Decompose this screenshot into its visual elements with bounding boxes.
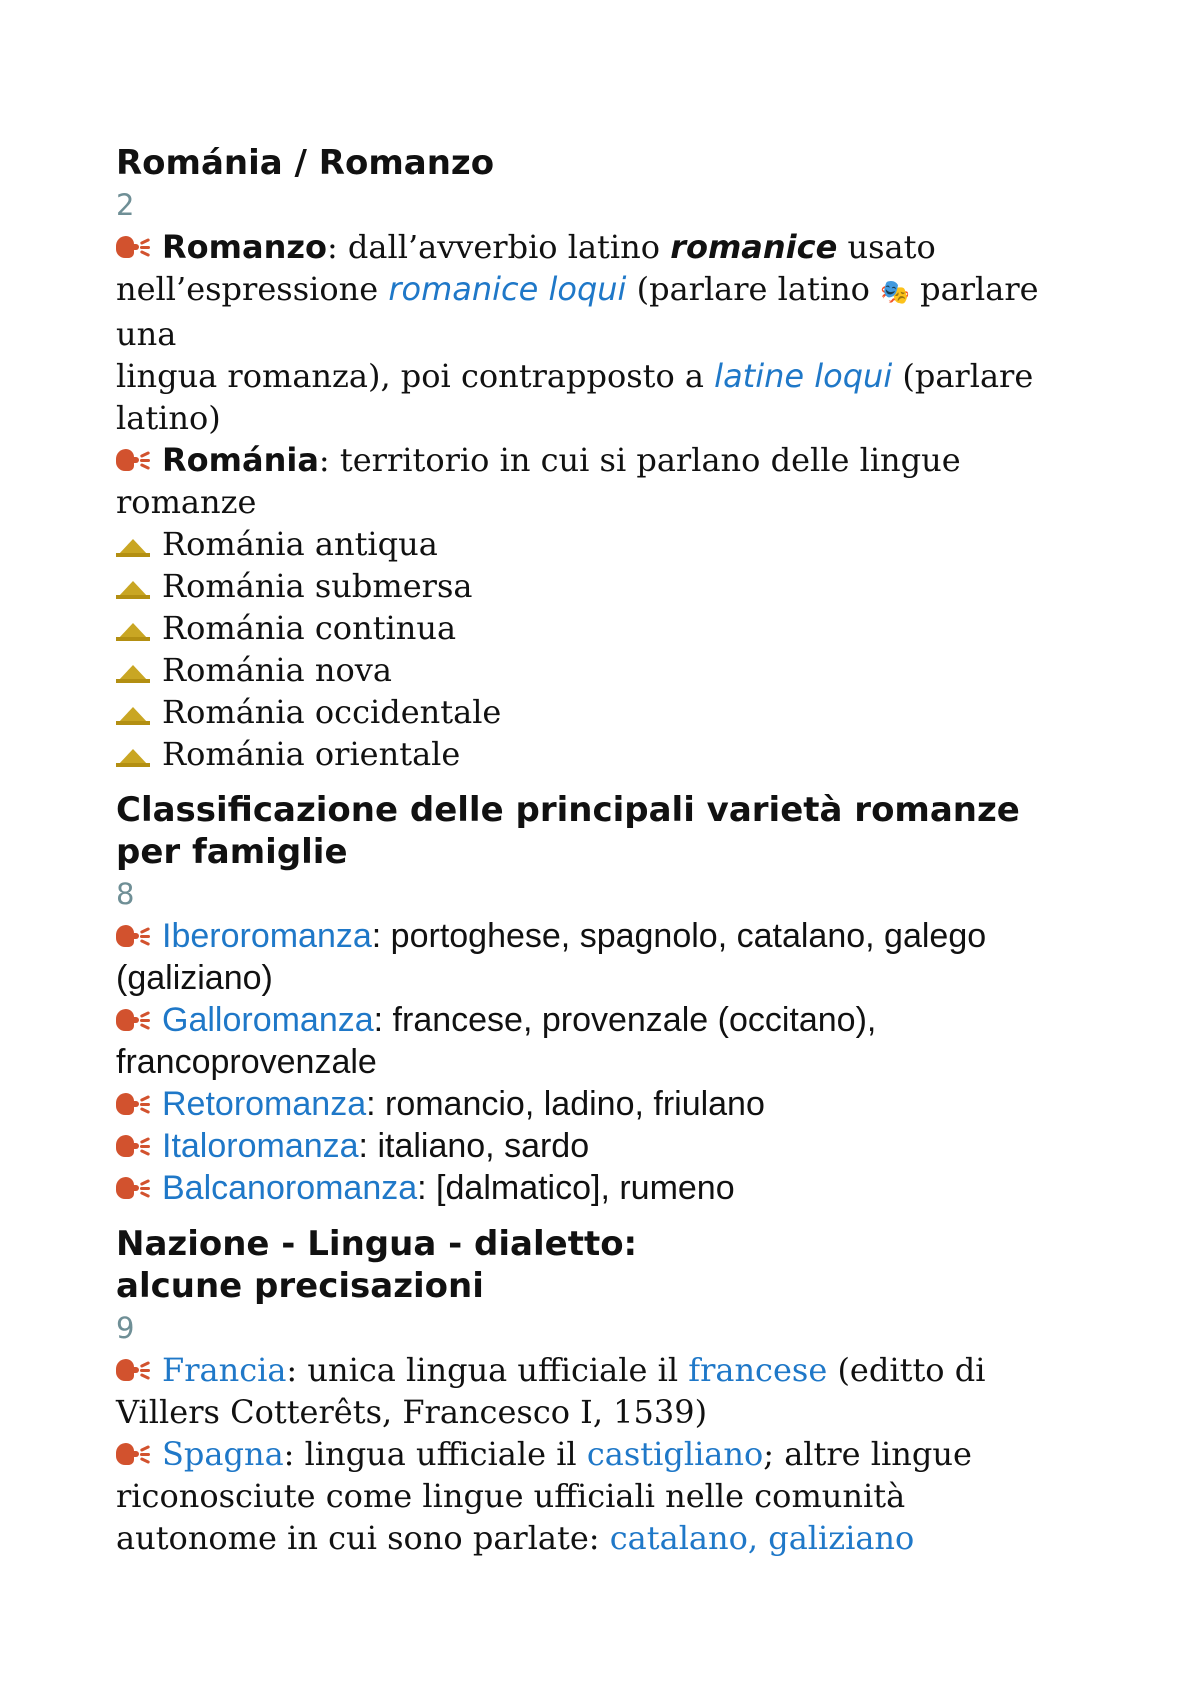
list-item: Románia occidentale (116, 691, 1096, 733)
speaking-head-icon (116, 447, 152, 473)
section-number: 9 (116, 1311, 135, 1345)
paragraph-spagna: Spagna: lingua ufficiale il castigliano; altre lingue riconosciute come lingue ufficiali nelle comunità autonome in cui sono parlate: catalano, galiziano (116, 1435, 972, 1557)
section-title-nazione: Nazione - Lingua - dialetto: alcune precisazioni (116, 1224, 638, 1306)
list-item: Galloromanza: francese, provenzale (occitano), francoprovenzale (116, 1001, 877, 1081)
document-page (116, 142, 1096, 1559)
term-latine-loqui: latine loqui (714, 357, 893, 395)
classification-list (116, 915, 1096, 1209)
mountain-icon (116, 701, 150, 725)
list-item: Retoromanza: romancio, ladino, friulano (116, 1083, 1096, 1125)
term-romanice-loqui: romanice loqui (388, 270, 627, 308)
romania-list (116, 523, 1096, 775)
term-romania: Románia (162, 441, 319, 479)
section-number: 2 (116, 188, 135, 222)
mountain-icon (116, 575, 150, 599)
speaking-head-icon (116, 1175, 152, 1201)
speaking-head-icon (116, 1007, 152, 1033)
speaking-head-icon (116, 1357, 152, 1383)
theater-masks-icon: 🎭 (880, 278, 910, 306)
section-number: 8 (116, 877, 135, 911)
term-romanice: romanice (670, 228, 838, 266)
speaking-head-icon (116, 923, 152, 949)
mountain-icon (116, 743, 150, 767)
mountain-icon (116, 659, 150, 683)
paragraph-francia: Francia: unica lingua ufficiale il francese (editto di Villers Cotterêts, Francesco I, 1539) (116, 1351, 986, 1431)
list-item: Balcanoromanza: [dalmatico], rumeno (116, 1167, 1096, 1209)
speaking-head-icon (116, 1133, 152, 1159)
term-romanzo: Romanzo (162, 228, 327, 266)
list-item: Italoromanza: italiano, sardo (116, 1125, 1096, 1167)
mountain-icon (116, 533, 150, 557)
list-item: Románia antiqua (116, 523, 1096, 565)
list-item: Románia submersa (116, 565, 1096, 607)
speaking-head-icon (116, 1091, 152, 1117)
list-item: Románia orientale (116, 733, 1096, 775)
mountain-icon (116, 617, 150, 641)
paragraph-romanzo: Romanzo: dall’avverbio latino romanice usato nell’espressione romanice loqui (parlare latino 🎭 parlare una lingua romanza), poi contrapposto a latine loqui (parlare latino) (116, 228, 1039, 437)
list-item: Iberoromanza: portoghese, spagnolo, catalano, galego (galiziano) (116, 917, 987, 997)
list-item: Románia nova (116, 649, 1096, 691)
paragraph-romania: Románia: territorio in cui si parlano delle lingue romanze (116, 441, 961, 521)
list-item: Románia continua (116, 607, 1096, 649)
speaking-head-icon (116, 234, 152, 260)
speaking-head-icon (116, 1441, 152, 1467)
section-title-classificazione: Classificazione delle principali varietà romanze per famiglie (116, 790, 1020, 872)
section-title-romania: Románia / Romanzo (116, 143, 495, 183)
